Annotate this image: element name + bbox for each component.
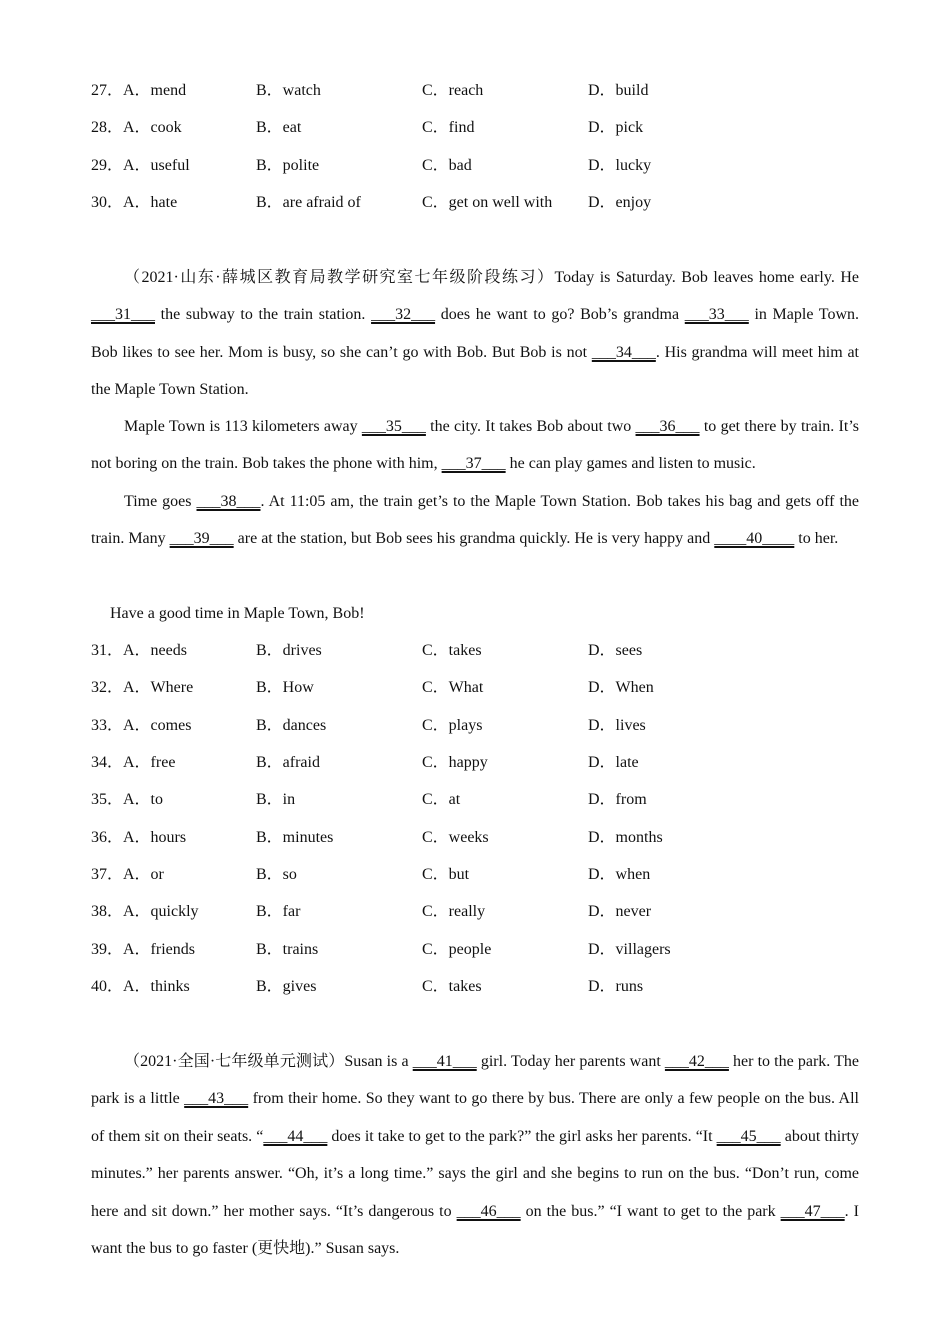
passage-text: does he want to go? Bob’s grandma — [435, 306, 685, 324]
question-number: 40． — [91, 978, 124, 995]
question-number: 37． — [91, 866, 124, 883]
passage-text: Time goes — [124, 493, 197, 510]
option-c: C．What — [422, 679, 484, 696]
passage-text: . His grandma will meet him at the Maple Town Station. — [91, 343, 860, 399]
option-b: B．so — [256, 866, 297, 883]
option-d: D．build — [588, 82, 649, 99]
question-number: 28． — [91, 119, 124, 136]
option-b: B．afraid — [256, 754, 320, 771]
option-c: C．really — [422, 903, 486, 920]
option-c: C．bad — [422, 157, 472, 174]
passage-text: to her. — [794, 530, 839, 548]
blank-40: ____40____ — [714, 530, 795, 548]
passage-text: to get there by train. It’s not boring on the train. Bob takes the phone with him, — [91, 418, 859, 473]
blank-47: ___47___ — [780, 1202, 845, 1220]
option-a: A．thinks — [123, 978, 190, 995]
passage-text: on the bus.” “I want to get to the park — [520, 1202, 781, 1220]
question-number: 33． — [91, 717, 124, 734]
passage-text: from their home. So they want to go there by bus. There are only a few people on the bus. All of them sit on their seats. “ — [91, 1090, 859, 1145]
option-d: D．pick — [588, 119, 644, 136]
passage-text: （2021·全国·七年级单元测试）Susan is a — [124, 1053, 413, 1070]
option-a: A．friends — [123, 941, 195, 958]
blank-31: ___31___ — [91, 306, 155, 324]
question-number: 32． — [91, 679, 124, 696]
option-d: D．lucky — [588, 157, 652, 174]
passage-2-paragraph-3 — [91, 483, 859, 558]
passage-text: （2021·山东·薛城区教育局教学研究室七年级阶段练习）Today is Saturday. Bob leaves home early. He — [124, 269, 859, 286]
option-b: B．trains — [256, 941, 319, 958]
option-b: B．gives — [256, 978, 317, 995]
blank-41: ___41___ — [412, 1053, 477, 1070]
blank-38: ___38___ — [196, 493, 261, 510]
option-d: D．sees — [588, 642, 643, 659]
option-c: C．happy — [422, 754, 488, 771]
option-b: B．watch — [256, 82, 321, 99]
passage-text: about thirty minutes.” her parents answer. “Oh, it’s a long time.” says the girl and she begins to run on the bus. “Don’t run, come here and sit down.” her mother says. “It’s dangerous to — [91, 1127, 859, 1220]
option-c: C．but — [422, 866, 470, 883]
option-c: C．takes — [422, 642, 482, 659]
option-c: C．takes — [422, 978, 482, 995]
passage-text: does it take to get to the park?” the girl asks her parents. “It — [327, 1127, 717, 1145]
option-a: A．useful — [123, 157, 190, 174]
option-c: C．find — [422, 119, 475, 136]
question-number: 36． — [91, 829, 124, 846]
option-b: B．polite — [256, 157, 320, 174]
option-b: B．minutes — [256, 829, 334, 846]
blank-37: ___37___ — [441, 455, 506, 473]
question-number: 38． — [91, 903, 124, 920]
blank-34: ___34___ — [591, 343, 656, 361]
passage-2-paragraph-2 — [91, 408, 859, 483]
option-a: A．cook — [123, 119, 182, 136]
option-b: B．How — [256, 679, 314, 696]
option-b: B．far — [256, 903, 301, 920]
blank-35: ___35___ — [361, 418, 426, 435]
option-b: B．drives — [256, 642, 322, 659]
blank-32: ___32___ — [371, 306, 436, 324]
option-d: D．late — [588, 754, 639, 771]
option-a: A．or — [123, 866, 164, 883]
blank-33: ___33___ — [684, 306, 749, 324]
option-a: A．hate — [123, 194, 178, 211]
passage-3-paragraph-1 — [91, 1043, 859, 1267]
question-number: 35． — [91, 791, 124, 808]
option-a: A．to — [123, 791, 164, 808]
question-number: 27． — [91, 82, 124, 99]
blank-45: ___45___ — [716, 1127, 781, 1145]
option-a: A．Where — [123, 679, 194, 696]
option-d: D．lives — [588, 717, 646, 734]
passage-text: in Maple Town. Bob likes to see her. Mom is busy, so she can’t go with Bob. But Bob is not — [91, 306, 860, 361]
question-number: 34． — [91, 754, 124, 771]
passage-2-paragraph-1 — [91, 259, 859, 409]
option-c: C．at — [422, 791, 461, 808]
option-c: C．plays — [422, 717, 483, 734]
blank-42: ___42___ — [664, 1053, 729, 1070]
option-a: A．quickly — [123, 903, 199, 920]
option-b: B．dances — [256, 717, 327, 734]
question-number: 39． — [91, 941, 124, 958]
passage-text: her to the park. The park is a little — [91, 1053, 860, 1108]
option-a: A．mend — [123, 82, 187, 99]
question-number: 31． — [91, 642, 124, 659]
option-a: A．comes — [123, 717, 192, 734]
passage-text: are at the station, but Bob sees his grandma quickly. He is very happy and — [233, 530, 715, 548]
option-a: A．needs — [123, 642, 187, 659]
option-b: B．eat — [256, 119, 302, 136]
blank-36: ___36___ — [635, 418, 700, 435]
option-c: C．people — [422, 941, 492, 958]
option-c: C．weeks — [422, 829, 489, 846]
option-d: D．runs — [588, 978, 644, 995]
passage-2-closing: Have a good time in Maple Town, Bob! — [110, 605, 365, 622]
option-d: D．months — [588, 829, 663, 846]
option-a: A．hours — [123, 829, 187, 846]
option-d: D．from — [588, 791, 647, 808]
option-c: C．get on well with — [422, 194, 553, 211]
option-d: D．enjoy — [588, 194, 652, 211]
passage-text: . I want the bus to go faster (更快地).” Susan says. — [91, 1202, 860, 1258]
passage-text: the city. It takes Bob about two — [425, 418, 636, 435]
option-d: D．villagers — [588, 941, 671, 958]
blank-39: ___39___ — [169, 530, 234, 548]
blank-46: ___46___ — [456, 1202, 521, 1220]
passage-text: he can play games and listen to music. — [505, 455, 756, 473]
passage-text: the subway to the train station. — [155, 306, 372, 324]
question-number: 30． — [91, 194, 124, 211]
passage-text: Maple Town is 113 kilometers away — [124, 418, 362, 435]
blank-43: ___43___ — [184, 1090, 249, 1108]
option-d: D．never — [588, 903, 652, 920]
option-a: A．free — [123, 754, 176, 771]
passage-text: girl. Today her parents want — [476, 1053, 665, 1070]
passage-text: . At 11:05 am, the train get’s to the Maple Town Station. Bob takes his bag and gets off the train. Many — [91, 493, 859, 548]
blank-44: ___44___ — [263, 1127, 328, 1145]
option-d: D．when — [588, 866, 651, 883]
option-b: B．are afraid of — [256, 194, 361, 211]
option-b: B．in — [256, 791, 296, 808]
question-number: 29． — [91, 157, 124, 174]
option-c: C．reach — [422, 82, 484, 99]
option-d: D．When — [588, 679, 654, 696]
